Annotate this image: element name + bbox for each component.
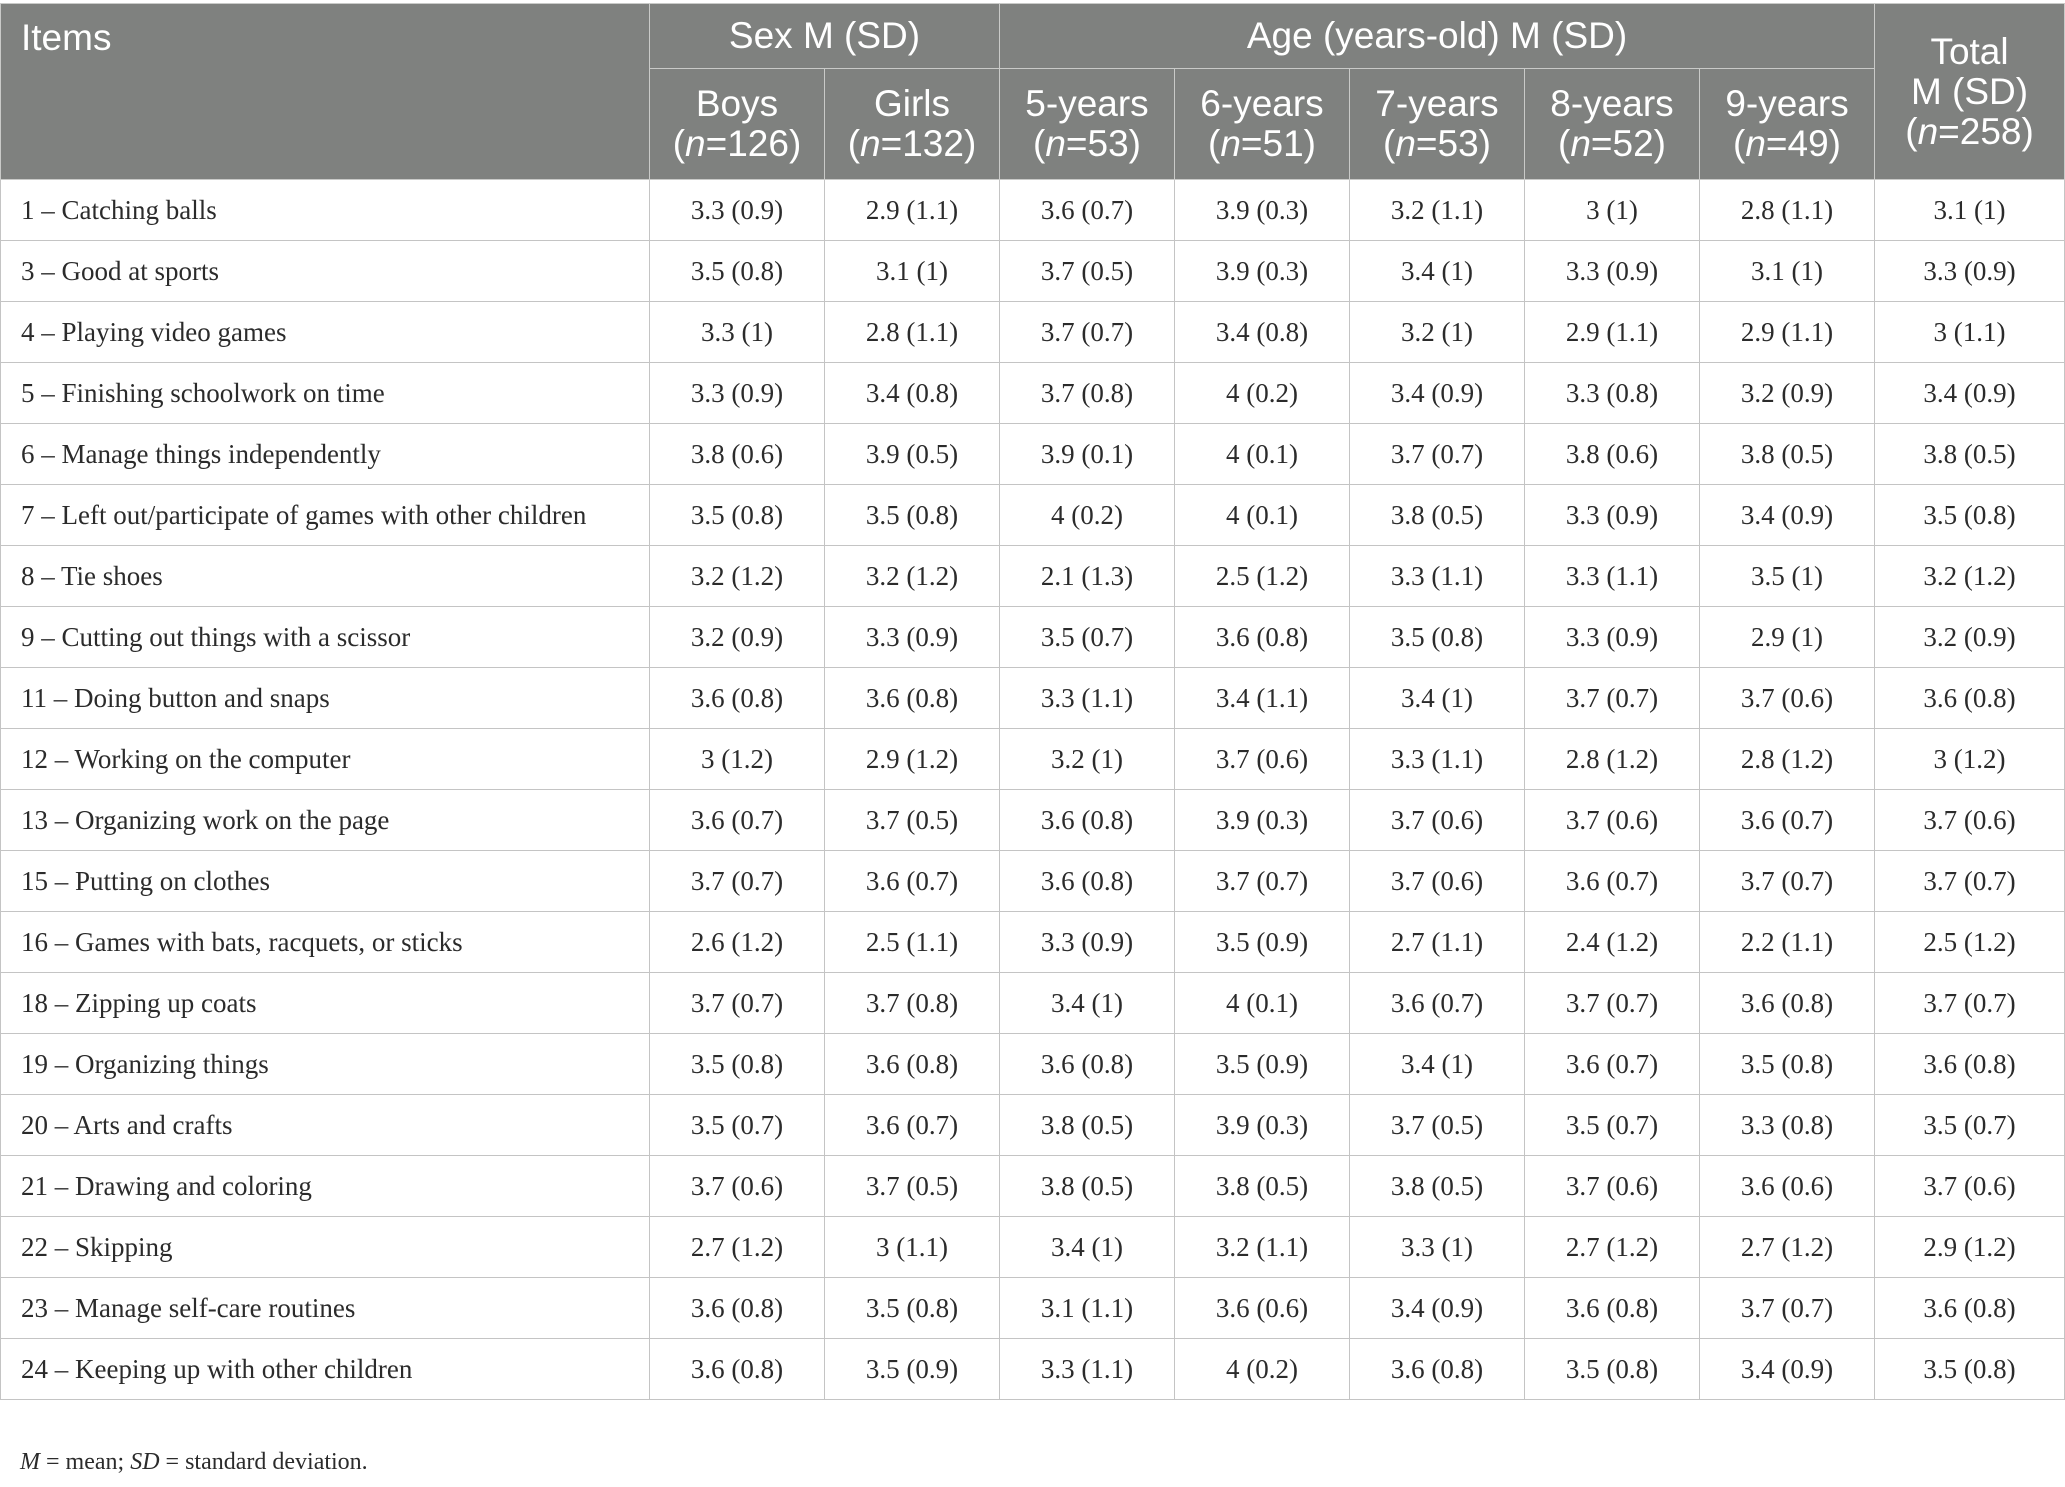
column-header-n: (n=132) [847,123,977,164]
value-cell: 3.3 (0.9) [1525,241,1700,302]
value-cell: 3.3 (1) [650,302,825,363]
value-cell: 3.6 (0.7) [650,790,825,851]
value-cell: 3.7 (0.7) [1875,851,2065,912]
value-cell: 3.2 (0.9) [1875,607,2065,668]
value-cell: 2.4 (1.2) [1525,912,1700,973]
table-row [1,546,2065,607]
value-cell: 3.6 (0.8) [1000,851,1175,912]
value-cell: 3.6 (0.7) [1350,973,1525,1034]
value-cell: 3.4 (1) [1350,1034,1525,1095]
value-cell: 3.7 (0.7) [1350,424,1525,485]
item-label: 6 – Manage things independently [1,424,650,485]
table-row [1,729,2065,790]
item-label: 5 – Finishing schoolwork on time [1,363,650,424]
value-cell: 2.2 (1.1) [1700,912,1875,973]
value-cell: 3.5 (0.7) [1525,1095,1700,1156]
value-cell: 4 (0.1) [1175,424,1350,485]
item-label: 15 – Putting on clothes [1,851,650,912]
value-cell: 3.9 (0.5) [825,424,1000,485]
table-row [1,302,2065,363]
value-cell: 3.4 (0.9) [1700,1339,1875,1400]
value-cell: 3.6 (0.8) [1875,1278,2065,1339]
value-cell: 3.2 (1) [1000,729,1175,790]
value-cell: 2.9 (1.2) [1875,1217,2065,1278]
value-cell: 3.6 (0.8) [1700,973,1875,1034]
value-cell: 3.1 (1) [825,241,1000,302]
value-cell: 3.3 (1.1) [1350,546,1525,607]
value-cell: 3.5 (0.7) [1000,607,1175,668]
table-row [1,607,2065,668]
value-cell: 3.6 (0.8) [1875,1034,2065,1095]
value-cell: 3.1 (1.1) [1000,1278,1175,1339]
value-cell: 3.7 (0.5) [1000,241,1175,302]
value-cell: 3.3 (1.1) [1000,668,1175,729]
value-cell: 3.8 (0.5) [1875,424,2065,485]
value-cell: 3.4 (0.9) [1875,363,2065,424]
value-cell: 3.2 (1) [1350,302,1525,363]
value-cell: 3.2 (0.9) [1700,363,1875,424]
value-cell: 3.1 (1) [1700,241,1875,302]
value-cell: 3.2 (1.2) [825,546,1000,607]
value-cell: 4 (0.2) [1000,485,1175,546]
value-cell: 3.6 (0.7) [1525,1034,1700,1095]
value-cell: 3.7 (0.6) [1525,1156,1700,1217]
total-n-label: (n=258) [1905,110,2034,152]
column-header-n: (n=49) [1733,123,1842,164]
value-cell: 3.9 (0.3) [1175,1095,1350,1156]
total-header-stat: M (SD) [1910,70,2029,112]
item-label: 1 – Catching balls [1,180,650,241]
table-container [0,3,2064,1400]
table-row [1,1278,2065,1339]
column-header-label: 8-years [1550,83,1674,124]
value-cell: 3.8 (0.5) [1000,1156,1175,1217]
total-header-title: Total [1930,30,2009,72]
sex-group-header: Sex M (SD) [650,4,1000,69]
value-cell: 3.9 (0.3) [1175,241,1350,302]
value-cell: 3.2 (1.2) [650,546,825,607]
value-cell: 3.7 (0.7) [1525,668,1700,729]
table-row [1,1217,2065,1278]
value-cell: 2.7 (1.2) [650,1217,825,1278]
total-column-header [1875,4,2065,180]
value-cell: 3.6 (0.8) [1175,607,1350,668]
value-cell: 2.8 (1.2) [1525,729,1700,790]
value-cell: 2.9 (1.2) [825,729,1000,790]
value-cell: 3.5 (0.8) [650,241,825,302]
value-cell: 3.6 (0.8) [650,1339,825,1400]
value-cell: 3.6 (0.7) [1700,790,1875,851]
header-group-row [1,4,2065,69]
value-cell: 2.9 (1.1) [1525,302,1700,363]
value-cell: 3.7 (0.6) [1175,729,1350,790]
value-cell: 3.6 (0.8) [825,668,1000,729]
item-label: 19 – Organizing things [1,1034,650,1095]
value-cell: 3.1 (1) [1875,180,2065,241]
value-cell: 3.9 (0.1) [1000,424,1175,485]
value-cell: 3.6 (0.8) [1525,1278,1700,1339]
column-header-label: 6-years [1200,83,1324,124]
column-header-label: Girls [873,83,951,124]
table-body [1,180,2065,1400]
value-cell: 3.4 (1.1) [1175,668,1350,729]
value-cell: 3.2 (0.9) [650,607,825,668]
value-cell: 3.7 (0.7) [1700,851,1875,912]
value-cell: 3.3 (0.9) [1875,241,2065,302]
value-cell: 3.5 (0.8) [1700,1034,1875,1095]
value-cell: 3.7 (0.7) [1175,851,1350,912]
items-column-header: Items [1,4,650,180]
value-cell: 3.5 (0.8) [1875,485,2065,546]
value-cell: 3.4 (1) [1000,973,1175,1034]
value-cell: 3.7 (0.6) [650,1156,825,1217]
column-header-6 [1700,69,1875,180]
column-header-0 [650,69,825,180]
column-header-label: Boys [695,83,779,124]
value-cell: 2.5 (1.2) [1175,546,1350,607]
value-cell: 3.8 (0.5) [1000,1095,1175,1156]
value-cell: 3.6 (0.8) [1000,790,1175,851]
value-cell: 4 (0.2) [1175,1339,1350,1400]
value-cell: 3.4 (0.8) [825,363,1000,424]
value-cell: 3.5 (0.8) [1525,1339,1700,1400]
value-cell: 3.6 (0.8) [1875,668,2065,729]
item-label: 23 – Manage self-care routines [1,1278,650,1339]
value-cell: 3.7 (0.7) [1525,973,1700,1034]
value-cell: 3.3 (1.1) [1350,729,1525,790]
value-cell: 3.2 (1.1) [1175,1217,1350,1278]
table-footnote [20,1449,368,1476]
value-cell: 3.4 (0.8) [1175,302,1350,363]
item-label: 9 – Cutting out things with a scissor [1,607,650,668]
table-row [1,1339,2065,1400]
item-label: 11 – Doing button and snaps [1,668,650,729]
column-header-n: (n=53) [1033,123,1141,164]
column-header-label: 5-years [1025,83,1149,124]
value-cell: 2.8 (1.2) [1700,729,1875,790]
value-cell: 3.6 (0.8) [650,1278,825,1339]
items-table [0,3,2065,1400]
value-cell: 3.6 (0.8) [1350,1339,1525,1400]
item-label: 8 – Tie shoes [1,546,650,607]
value-cell: 3.4 (1) [1000,1217,1175,1278]
value-cell: 3.3 (1) [1350,1217,1525,1278]
value-cell: 3.5 (0.8) [1350,607,1525,668]
value-cell: 3.6 (0.6) [1700,1156,1875,1217]
value-cell: 3.6 (0.8) [825,1034,1000,1095]
table-row [1,241,2065,302]
age-group-header: Age (years-old) M (SD) [1000,4,1875,69]
value-cell: 3 (1) [1525,180,1700,241]
value-cell: 3.9 (0.3) [1175,180,1350,241]
value-cell: 3.6 (0.6) [1175,1278,1350,1339]
table-row [1,1034,2065,1095]
column-header-label: 9-years [1725,83,1849,124]
column-header-label: 7-years [1375,83,1499,124]
value-cell: 3.3 (0.9) [1000,912,1175,973]
value-cell: 2.9 (1.1) [1700,302,1875,363]
value-cell: 3.7 (0.8) [825,973,1000,1034]
value-cell: 3 (1.1) [1875,302,2065,363]
value-cell: 3.3 (0.9) [1525,485,1700,546]
value-cell: 3.5 (0.7) [1875,1095,2065,1156]
value-cell: 3.3 (1.1) [1000,1339,1175,1400]
table-row [1,912,2065,973]
table-row [1,485,2065,546]
value-cell: 3.5 (0.8) [650,485,825,546]
value-cell: 2.8 (1.1) [825,302,1000,363]
table-row [1,1095,2065,1156]
value-cell: 3.7 (0.6) [1700,668,1875,729]
value-cell: 4 (0.1) [1175,485,1350,546]
value-cell: 3.3 (0.9) [650,363,825,424]
value-cell: 3.9 (0.3) [1175,790,1350,851]
column-header-2 [1000,69,1175,180]
item-label: 7 – Left out/participate of games with other children [1,485,650,546]
value-cell: 3.5 (0.8) [825,485,1000,546]
value-cell: 2.5 (1.2) [1875,912,2065,973]
value-cell: 2.8 (1.1) [1700,180,1875,241]
value-cell: 3.7 (0.7) [1700,1278,1875,1339]
value-cell: 3.5 (0.8) [650,1034,825,1095]
value-cell: 3.8 (0.5) [1350,1156,1525,1217]
value-cell: 2.9 (1.1) [825,180,1000,241]
value-cell: 3.6 (0.7) [1525,851,1700,912]
item-label: 21 – Drawing and coloring [1,1156,650,1217]
value-cell: 3.8 (0.5) [1700,424,1875,485]
value-cell: 3.3 (0.9) [650,180,825,241]
value-cell: 3.5 (0.8) [1875,1339,2065,1400]
value-cell: 3.7 (0.7) [650,973,825,1034]
value-cell: 3.8 (0.5) [1350,485,1525,546]
item-label: 20 – Arts and crafts [1,1095,650,1156]
value-cell: 3.7 (0.5) [825,790,1000,851]
value-cell: 3.3 (1.1) [1525,546,1700,607]
value-cell: 3.3 (0.9) [1525,607,1700,668]
value-cell: 3.2 (1.2) [1875,546,2065,607]
table-row [1,1156,2065,1217]
item-label: 13 – Organizing work on the page [1,790,650,851]
table-row [1,424,2065,485]
footnote-text: M = mean; SD = standard deviation. [20,1449,368,1475]
value-cell: 3.7 (0.8) [1000,363,1175,424]
value-cell: 3.5 (1) [1700,546,1875,607]
value-cell: 3.5 (0.9) [1175,912,1350,973]
column-header-1 [825,69,1000,180]
item-label: 16 – Games with bats, racquets, or sticks [1,912,650,973]
value-cell: 3.6 (0.8) [1000,1034,1175,1095]
value-cell: 3.3 (0.8) [1700,1095,1875,1156]
value-cell: 3.2 (1.1) [1350,180,1525,241]
value-cell: 2.7 (1.1) [1350,912,1525,973]
value-cell: 2.6 (1.2) [650,912,825,973]
item-label: 22 – Skipping [1,1217,650,1278]
value-cell: 3.7 (0.7) [1000,302,1175,363]
total-header-n [1875,112,2064,152]
value-cell: 3.7 (0.7) [650,851,825,912]
value-cell: 3 (1.2) [650,729,825,790]
value-cell: 3.6 (0.7) [1000,180,1175,241]
table-header [1,4,2065,180]
column-header-n: (n=52) [1558,123,1666,164]
item-label: 3 – Good at sports [1,241,650,302]
value-cell: 3.4 (0.9) [1700,485,1875,546]
value-cell: 2.7 (1.2) [1700,1217,1875,1278]
value-cell: 3.5 (0.8) [825,1278,1000,1339]
column-header-3 [1175,69,1350,180]
value-cell: 3.7 (0.6) [1350,790,1525,851]
value-cell: 3.8 (0.6) [650,424,825,485]
value-cell: 4 (0.1) [1175,973,1350,1034]
value-cell: 3.7 (0.5) [825,1156,1000,1217]
column-header-n: (n=53) [1383,123,1491,164]
table-row [1,180,2065,241]
item-label: 12 – Working on the computer [1,729,650,790]
value-cell: 3.4 (0.9) [1350,363,1525,424]
value-cell: 3.4 (0.9) [1350,1278,1525,1339]
value-cell: 3.7 (0.6) [1525,790,1700,851]
value-cell: 3.7 (0.6) [1875,1156,2065,1217]
value-cell: 3.5 (0.7) [650,1095,825,1156]
table-row [1,973,2065,1034]
value-cell: 3.5 (0.9) [1175,1034,1350,1095]
column-header-n: (n=51) [1208,123,1316,164]
value-cell: 3.7 (0.7) [1875,973,2065,1034]
item-label: 24 – Keeping up with other children [1,1339,650,1400]
value-cell: 3.7 (0.6) [1350,851,1525,912]
item-label: 18 – Zipping up coats [1,973,650,1034]
table-row [1,790,2065,851]
value-cell: 3.4 (1) [1350,668,1525,729]
value-cell: 3.6 (0.7) [825,851,1000,912]
value-cell: 2.9 (1) [1700,607,1875,668]
value-cell: 2.5 (1.1) [825,912,1000,973]
value-cell: 3.7 (0.6) [1875,790,2065,851]
value-cell: 2.7 (1.2) [1525,1217,1700,1278]
value-cell: 3 (1.2) [1875,729,2065,790]
table-row [1,668,2065,729]
table-row [1,363,2065,424]
value-cell: 3 (1.1) [825,1217,1000,1278]
column-header-n: (n=126) [672,123,802,164]
item-label: 4 – Playing video games [1,302,650,363]
value-cell: 4 (0.2) [1175,363,1350,424]
value-cell: 3.4 (1) [1350,241,1525,302]
value-cell: 3.8 (0.5) [1175,1156,1350,1217]
column-header-4 [1350,69,1525,180]
value-cell: 3.5 (0.9) [825,1339,1000,1400]
value-cell: 3.6 (0.8) [650,668,825,729]
value-cell: 3.3 (0.9) [825,607,1000,668]
value-cell: 3.8 (0.6) [1525,424,1700,485]
value-cell: 2.1 (1.3) [1000,546,1175,607]
value-cell: 3.7 (0.5) [1350,1095,1525,1156]
column-header-5 [1525,69,1700,180]
value-cell: 3.3 (0.8) [1525,363,1700,424]
value-cell: 3.6 (0.7) [825,1095,1000,1156]
table-row [1,851,2065,912]
